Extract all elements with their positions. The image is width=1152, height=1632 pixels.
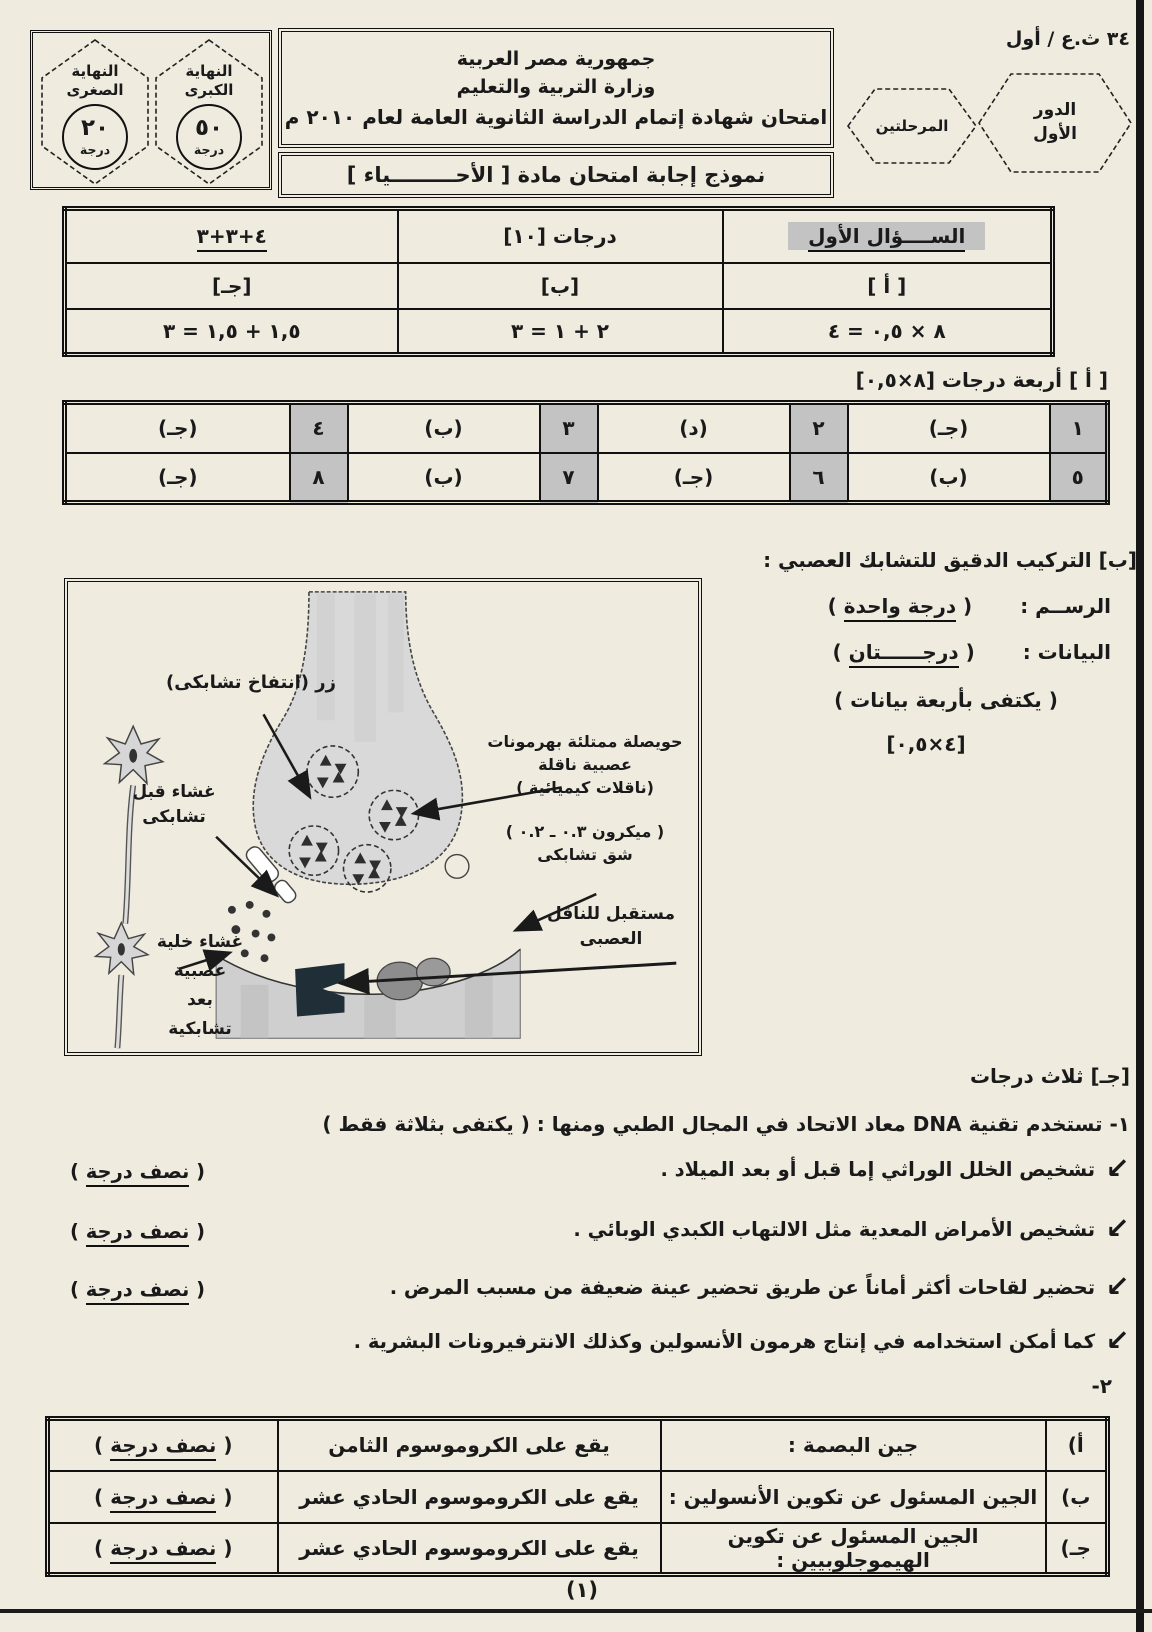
exam-code: ٣٤ ث.ع / أول xyxy=(1005,28,1130,50)
item-score: ( نصف درجة ) xyxy=(70,1278,205,1301)
section-a-title: [ أ ] أربعة درجات [٨×٠,٥] xyxy=(855,368,1108,392)
vesicle-label: حويصلة ممتلئة بهرمونات عصبية ناقلة (ناقلات كيميائية ) xyxy=(487,732,683,798)
part-b-label-cell: [ب] xyxy=(398,263,723,309)
item-score: ( نصف درجة ) xyxy=(70,1220,205,1243)
answer-cell: (ب) xyxy=(348,453,540,503)
question-number-cell: ٨ xyxy=(290,453,348,503)
gene-location-cell: يقع على الكروموسوم الثامن xyxy=(278,1419,661,1471)
section-c-question1: ١- تستخدم تقنية DNA معاد الاتحاد في المجال الطبي ومنها : ( يكتفى بثلاثة فقط ) xyxy=(322,1112,1130,1136)
gene-location-cell: يقع على الكروموسوم الحادي عشر xyxy=(278,1523,661,1575)
question-header: الســــؤال الأول xyxy=(808,224,965,252)
round-hexagon xyxy=(975,70,1135,176)
part-a-label-cell: [ أ ] xyxy=(723,263,1053,309)
min-grade-unit: درجة xyxy=(79,142,111,157)
question1-marks-table xyxy=(62,206,1055,357)
question-number-cell: ٧ xyxy=(540,453,598,503)
answer-cell: (ب) xyxy=(348,403,540,453)
gene-name-cell: الجين المسئول عن تكوين الهيموجلوبيين : xyxy=(661,1523,1046,1575)
marks-sum-header-cell xyxy=(65,209,398,263)
dna-use-item xyxy=(62,1269,1134,1318)
dna-use-item xyxy=(62,1323,1134,1372)
section-b-block xyxy=(715,548,1137,756)
synapse-diagram-box xyxy=(64,578,702,1056)
section-b-marks: [٤×٠,٥] xyxy=(886,732,966,756)
gene-score-cell: ( نصف درجة ) xyxy=(48,1419,278,1471)
min-grade-label: النهاية الصغرى xyxy=(66,62,124,99)
answer-cell: (جـ) xyxy=(65,453,290,503)
section-b-title: [ب] التركيب الدقيق للتشابك العصبي : xyxy=(763,548,1137,572)
ministry-name: وزارة التربية والتعليم xyxy=(456,76,656,98)
row-label-cell: ب) xyxy=(1046,1471,1108,1523)
synaptic-knob-shape xyxy=(253,592,469,884)
total-header: درجات [١٠] xyxy=(503,224,617,249)
gene-score-cell: ( نصف درجة ) xyxy=(48,1523,278,1575)
min-grade-value: ٢٠ xyxy=(80,115,110,141)
part-c-label-cell: [جـ] xyxy=(65,263,398,309)
min-grade-hexagon xyxy=(39,38,151,186)
section-c-question2-label: ٢- xyxy=(1091,1374,1112,1398)
receptor-shape xyxy=(295,963,344,1016)
question-number-cell: ٥ xyxy=(1050,453,1108,503)
page-number: (١) xyxy=(565,1578,599,1602)
row-label-cell: جـ) xyxy=(1046,1523,1108,1575)
max-grade-circle xyxy=(176,104,242,170)
down-left-arrow-icon: ↙ xyxy=(1105,1151,1130,1186)
postsynaptic-region-shape xyxy=(216,949,520,1038)
max-grade-hexagon xyxy=(153,38,265,186)
grade-limits-box xyxy=(30,30,272,190)
question-number-cell: ٦ xyxy=(790,453,848,503)
answer-cell: (جـ) xyxy=(848,403,1050,453)
section-b-note: ( يكتفى بأربعة بيانات ) xyxy=(834,688,1058,712)
presynaptic-membrane-label: غشاء قبل تشابكى xyxy=(132,782,216,827)
round-label: الدور الأول xyxy=(1033,100,1077,144)
answer-cell: (جـ) xyxy=(598,453,790,503)
gene-table-row xyxy=(48,1471,1108,1523)
gene-location-cell: يقع على الكروموسوم الحادي عشر xyxy=(278,1471,661,1523)
knob-label: زر (انتفاخ تشابكى) xyxy=(166,672,336,693)
down-left-arrow-icon: ↙ xyxy=(1105,1323,1130,1358)
item-text: تشخيص الأمراض المعدية مثل الالتهاب الكبدي الوبائي . xyxy=(573,1218,1096,1241)
row-label-cell: أ) xyxy=(1046,1419,1108,1471)
synaptic-cleft-label: ( ميكرون ٠.٣ ـ ٠.٢ ) شق تشابكى xyxy=(505,822,665,865)
stages-hexagon xyxy=(845,86,979,166)
scan-edge-bottom xyxy=(0,1609,1152,1613)
gene-score-cell: ( نصف درجة ) xyxy=(48,1471,278,1523)
question-number-cell: ٣ xyxy=(540,403,598,453)
country-name: جمهورية مصر العربية xyxy=(456,47,656,70)
dna-use-item xyxy=(62,1211,1134,1260)
question-header-shading xyxy=(788,222,985,250)
scan-edge-right xyxy=(1136,0,1144,1632)
gene-name-cell: الجين المسئول عن تكوين الأنسولين : xyxy=(661,1471,1046,1523)
part-a-calc-cell: ٨ × ٠,٥ = ٤ xyxy=(723,309,1053,355)
item-text: كما أمكن استخدامه في إنتاج هرمون الأنسولين وكذلك الانترفيرونات البشرية . xyxy=(353,1330,1096,1353)
exam-title: امتحان شهادة إتمام الدراسة الثانوية العامة لعام ٢٠١٠ م xyxy=(284,104,828,129)
marks-total-header-cell xyxy=(398,209,723,263)
stages-label: المرحلتين xyxy=(875,117,949,135)
max-grade-value: ٥٠ xyxy=(194,115,224,141)
item-score: ( نصف درجة ) xyxy=(70,1160,205,1183)
part-b-calc-cell: ٢ + ١ = ٣ xyxy=(398,309,723,355)
ministry-header-box xyxy=(278,28,834,148)
dna-use-item xyxy=(62,1151,1134,1200)
postsynaptic-membrane-label: غشاء خلية عصبية بعد تشابكية xyxy=(156,932,244,1039)
down-left-arrow-icon: ↙ xyxy=(1105,1269,1130,1304)
part-c-calc-cell: ١,٥ + ١,٥ = ٣ xyxy=(65,309,398,355)
subject-line-box xyxy=(278,152,834,198)
drawing-score-row xyxy=(715,594,1137,618)
marks-question-header-cell xyxy=(723,209,1053,263)
section-c-title: [جـ] ثلاث درجات xyxy=(969,1064,1130,1088)
answers-row-2 xyxy=(65,453,1108,503)
min-grade-circle xyxy=(62,104,128,170)
gene-table-row xyxy=(48,1419,1108,1471)
drawing-score: ( درجة واحدة ) xyxy=(828,594,973,618)
receptor-label: مستقبل للناقل العصبى xyxy=(547,904,675,949)
down-left-arrow-icon: ↙ xyxy=(1105,1211,1130,1246)
data-score-row xyxy=(715,640,1137,664)
data-label: البيانات : xyxy=(1022,640,1111,664)
data-score: ( درجــــــتان ) xyxy=(833,640,975,664)
max-grade-unit: درجة xyxy=(193,142,225,157)
mcq-answers-table xyxy=(62,400,1110,505)
gene-table-row xyxy=(48,1523,1108,1575)
answer-cell: (جـ) xyxy=(65,403,290,453)
question-number-cell: ٤ xyxy=(290,403,348,453)
item-text: تحضير لقاحات أكثر أماناً عن طريق تحضير عينة ضعيفة من مسبب المرض . xyxy=(389,1276,1096,1299)
item-text: تشخيص الخلل الوراثي إما قبل أو بعد الميلاد . xyxy=(660,1158,1096,1181)
answer-cell: (ب) xyxy=(848,453,1050,503)
drawing-label: الرســم : xyxy=(1020,594,1111,618)
gene-name-cell: جين البصمة : xyxy=(661,1419,1046,1471)
sum-header: ٤+٣+٣ xyxy=(197,224,267,252)
question-number-cell: ٢ xyxy=(790,403,848,453)
answers-row-1 xyxy=(65,403,1108,453)
question-number-cell: ١ xyxy=(1050,403,1108,453)
gene-locations-table xyxy=(45,1416,1110,1577)
subject-line: نموذج إجابة امتحان مادة [ الأحـــــــــياء ] xyxy=(346,163,766,187)
answer-cell: (د) xyxy=(598,403,790,453)
max-grade-label: النهاية الكبرى xyxy=(184,62,234,99)
